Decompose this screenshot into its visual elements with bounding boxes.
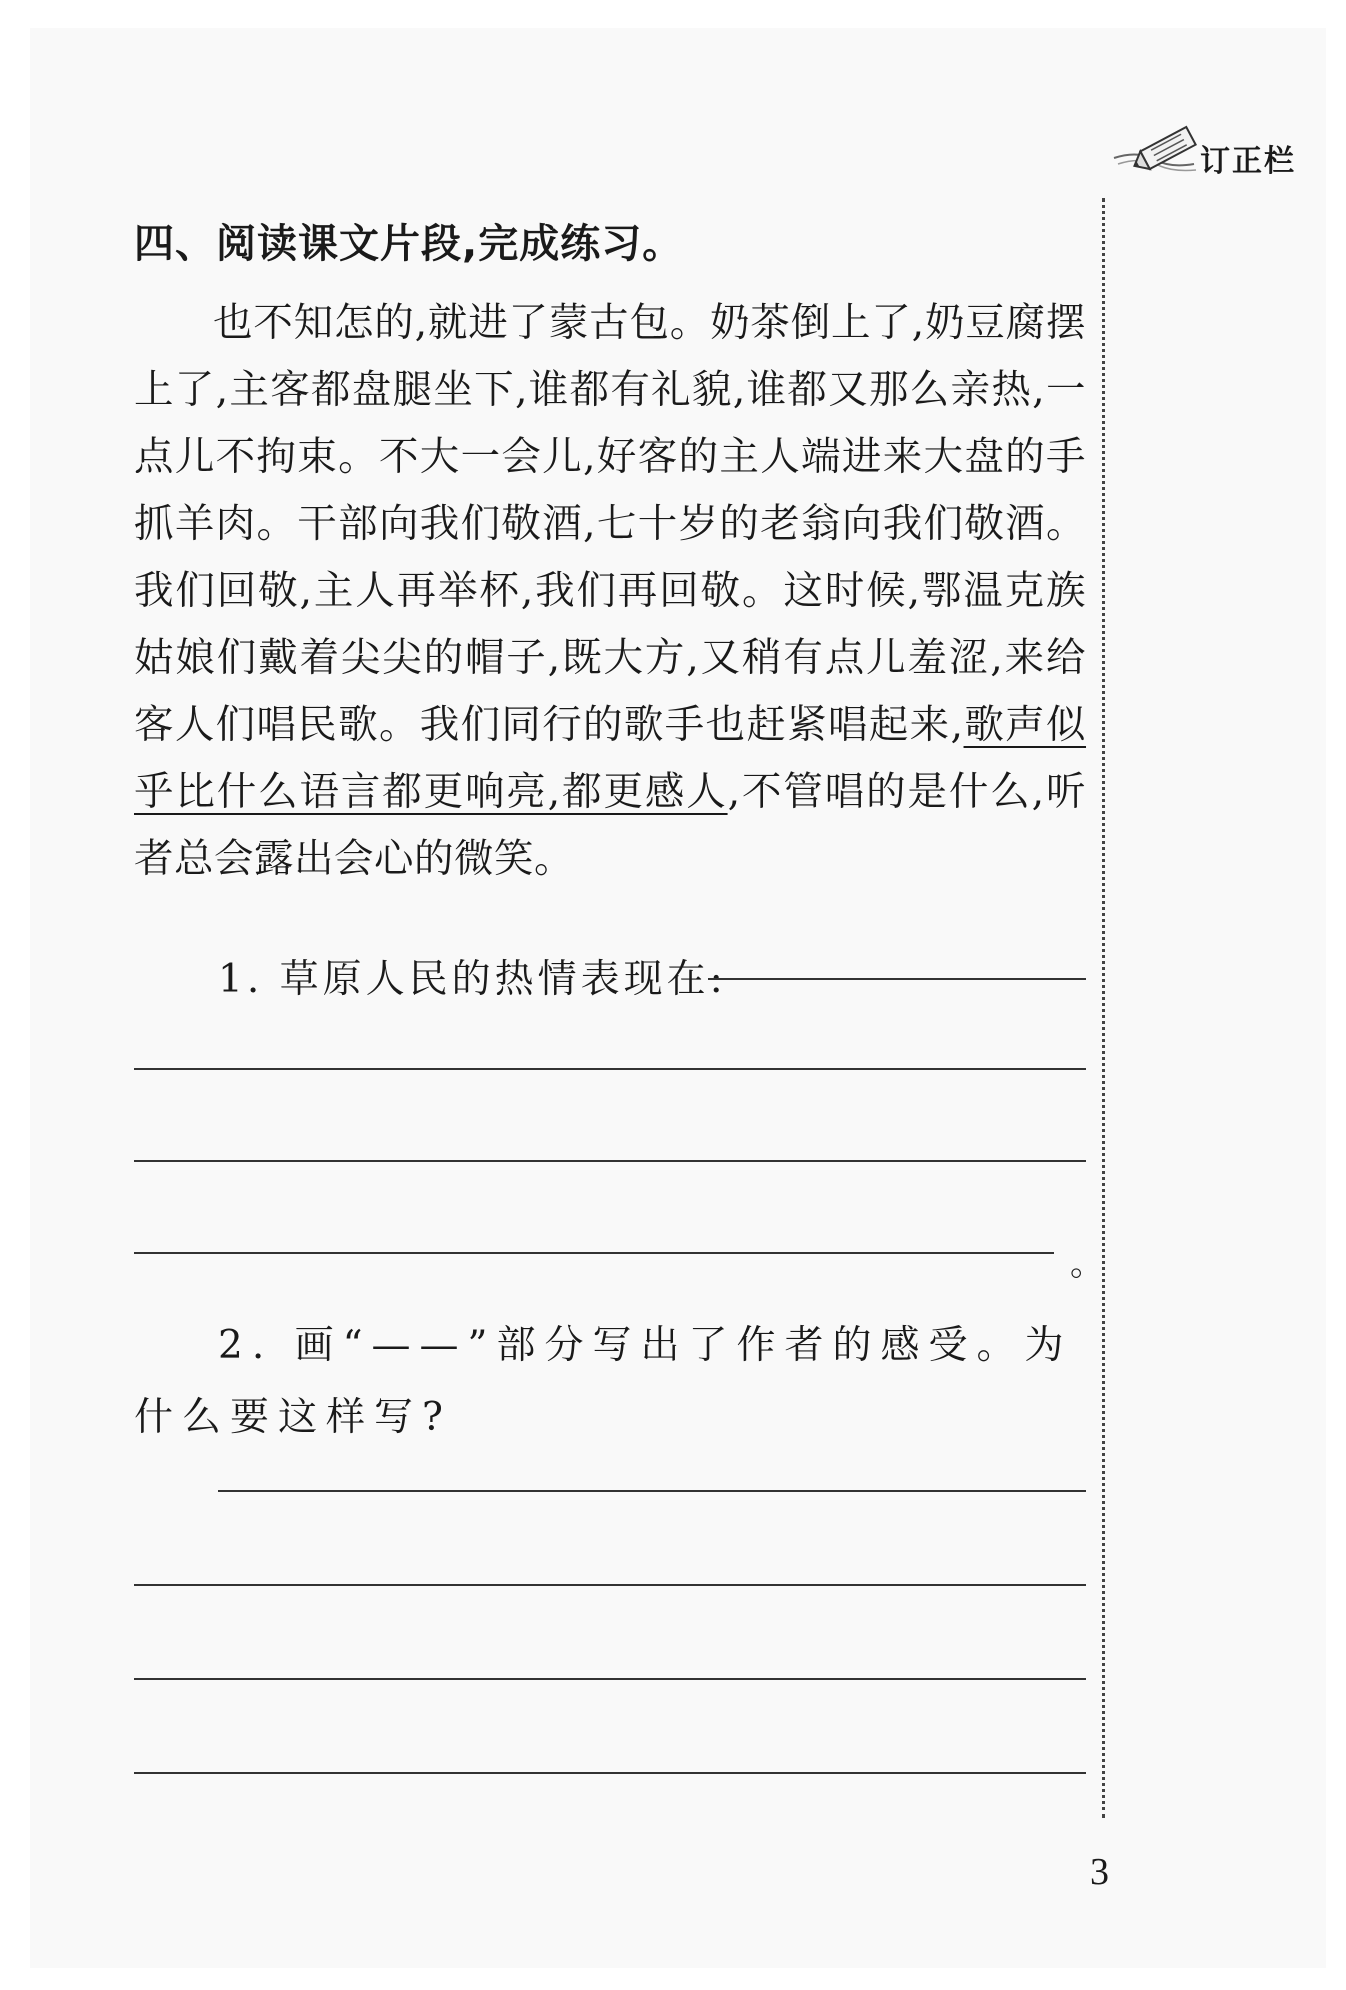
page-number: 3: [1090, 1851, 1109, 1893]
passage-text-part2: ,不管唱的是什么,听者总会露出会心的微笑。: [134, 769, 1086, 882]
passage-text-part1: 也不知怎的,就进了蒙古包。奶茶倒上了,奶豆腐摆上了,主客都盘腿坐下,谁都有礼貌,谁都又那么亲热,一点儿不拘束。不大一会儿,好客的主人端进来大盘的手抓羊肉。干部向我们敬酒,七十岁的老翁向我们敬酒。我们回敬,主人再举杯,我们再回敬。这时候,鄂温克族姑娘们戴着尖尖的帽子,既大方,又稍有点儿羞涩,来给客人们唱民歌。我们同行的歌手也赶紧唱起来,: [134, 300, 1086, 748]
q1-answer-line-2[interactable]: [134, 1068, 1086, 1070]
q1-end-mark: 。: [1070, 1244, 1104, 1284]
correction-column-label: 订正栏: [1200, 144, 1296, 179]
reading-passage: [134, 290, 1086, 893]
section-title: 四、阅读课文片段,完成练习。: [134, 221, 684, 267]
pencil-icon: [1108, 120, 1208, 180]
question-1-prompt: 1. 草原人民的热情表现在:: [218, 957, 727, 1002]
q2-answer-line-2[interactable]: [134, 1584, 1086, 1586]
correction-column-divider: [1102, 198, 1105, 1818]
q1-answer-line-1[interactable]: [708, 978, 1086, 980]
passage-underlined-sentence: 歌声似乎比什么语言都更响亮,都更感人: [134, 702, 1087, 815]
q1-answer-line-3[interactable]: [134, 1160, 1086, 1162]
q2-answer-line-4[interactable]: [134, 1772, 1086, 1774]
q2-answer-line-3[interactable]: [134, 1678, 1086, 1680]
question-2-prompt: 2. 画“——”部分写出了作者的感受。为什么要这样写?: [134, 1323, 1073, 1440]
q2-answer-line-1[interactable]: [218, 1490, 1086, 1492]
correction-column-header: [1108, 120, 1338, 190]
q1-answer-line-4[interactable]: [134, 1252, 1054, 1254]
